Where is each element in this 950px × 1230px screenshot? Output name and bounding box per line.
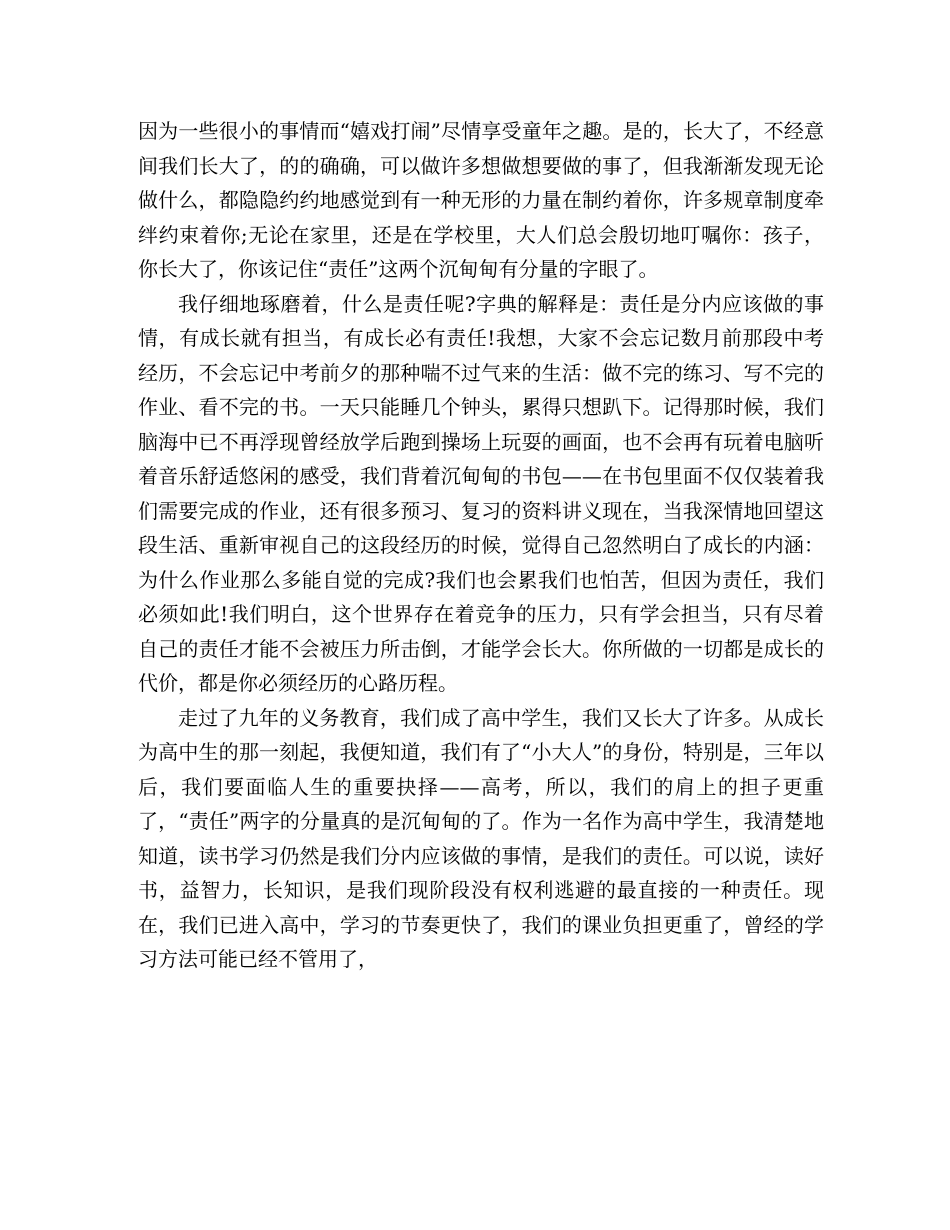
document-body [138, 114, 824, 977]
paragraph-1: 因为一些很小的事情而“嬉戏打闹”尽情享受童年之趣。是的，长大了，不经意间我们长大了，的的确确，可以做许多想做想要做的事了，但我渐渐发现无论做什么，都隐隐约约地感觉到有一种无形的力量在制约着你，许多规章制度牵绊约束着你;无论在家里，还是在学校里，大人们总会殷切地叮嘱你：孩子，你长大了，你该记住“责任”这两个沉甸甸有分量的字眼了。 [138, 119, 824, 281]
paragraph-2: 我仔细地琢磨着，什么是责任呢?字典的解释是：责任是分内应该做的事情，有成长就有担当，有成长必有责任!我想，大家不会忘记数月前那段中考经历，不会忘记中考前夕的那种喘不过气来的生活：做不完的练习、写不完的作业、看不完的书。一天只能睡几个钟头，累得只想趴下。记得那时候，我们脑海中已不再浮现曾经放学后跑到操场上玩耍的画面，也不会再有玩着电脑听着音乐舒适悠闲的感受，我们背着沉甸甸的书包——在书包里面不仅仅装着我们需要完成的作业，还有很多预习、复习的资料讲义现在，当我深情地回望这段生活、重新审视自己的这段经历的时候，觉得自己忽然明白了成长的内涵：为什么作业那么多能自觉的完成?我们也会累我们也怕苦，但因为责任，我们必须如此!我们明白，这个世界存在着竞争的压力，只有学会担当，只有尽着自己的责任才能不会被压力所击倒，才能学会长大。你所做的一切都是成长的代价，都是你必须经历的心路历程。 [138, 291, 824, 695]
paragraph-3: 走过了九年的义务教育，我们成了高中学生，我们又长大了许多。从成长为高中生的那一刻起，我便知道，我们有了“小大人”的身份，特别是，三年以后，我们要面临人生的重要抉择——高考，所以，我们的肩上的担子更重了，“责任”两字的分量真的是沉甸甸的了。作为一名作为高中学生，我清楚地知道，读书学习仍然是我们分内应该做的事情，是我们的责任。可以说，读好书，益智力，长知识，是我们现阶段没有权利逃避的最直接的一种责任。现在，我们已进入高中，学习的节奏更快了，我们的课业负担更重了，曾经的学习方法可能已经不管用了， [138, 705, 824, 971]
